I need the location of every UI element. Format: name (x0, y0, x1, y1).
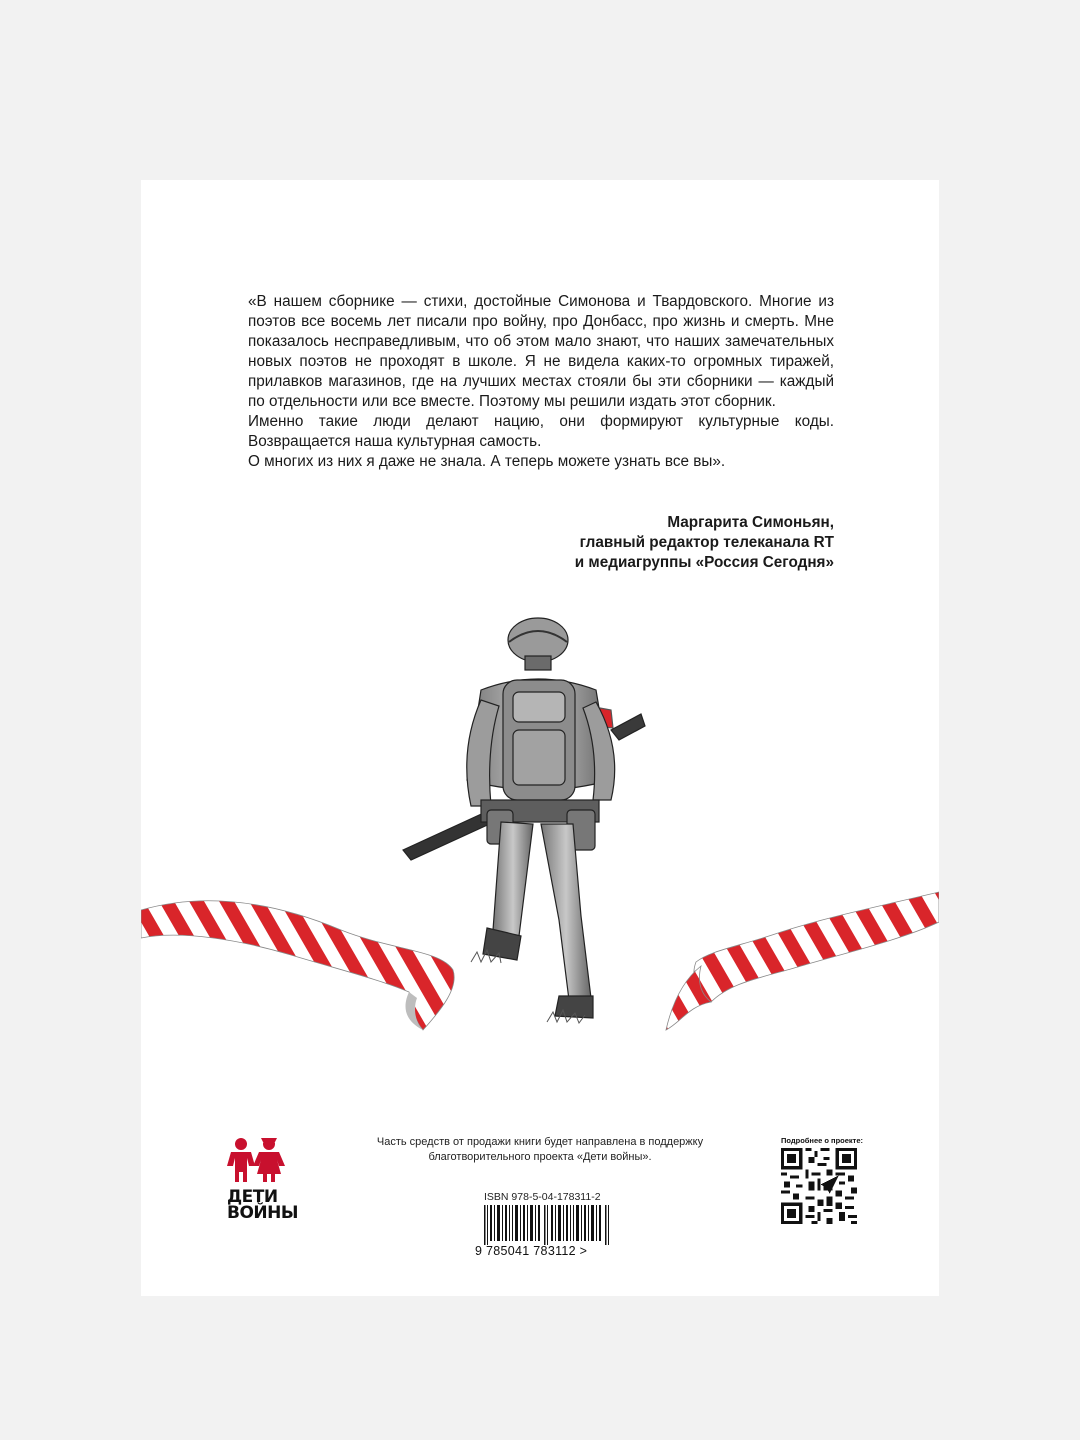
logo-text-line-1: ДЕТИ (227, 1187, 278, 1207)
isbn-number: ISBN 978-5-04-178311-2 (484, 1191, 601, 1203)
qr-code[interactable] (781, 1148, 857, 1224)
logo-text (227, 1189, 297, 1221)
quote-block (248, 292, 834, 472)
author-name: Маргарита Симоньян, (667, 514, 834, 531)
left-ribbon (141, 901, 454, 1030)
barcode (484, 1205, 612, 1245)
qr-label: Подробнее о проекте: (781, 1136, 864, 1145)
quote-paragraph-2: Именно такие люди делают нацию, они формируют культурные коды. Возвращается наша культурная самость. (248, 413, 834, 450)
quote-paragraph-1: «В нашем сборнике — стихи, достойные Симонова и Твардовского. Многие из поэтов все восемь лет писали про войну, про Донбасс, про жизнь и смерть. Мне показалось несправедливым, что об этом мало знают, что наших замечательных новых поэтов не проходят в школе. Я не видела каких-то огромных тиражей, прилавков магазинов, где на лучших местах стояли бы эти сборники — каждый по отдельности или все вместе. Поэтому мы решили издать этот сборник. (248, 293, 834, 410)
quote-author (575, 513, 834, 573)
book-back-cover (141, 180, 939, 1296)
barcode-digits: 9 785041 783112 > (475, 1244, 588, 1258)
soldier-illustration (141, 610, 939, 1130)
logo-text-line-2: ВОЙНЫ (227, 1203, 298, 1223)
charity-note: Часть средств от продажи книги будет направлена в поддержку благотворительного проекта «Дети войны». (376, 1136, 704, 1163)
author-title-line-1: главный редактор телеканала RT (579, 534, 834, 551)
right-ribbon (666, 892, 939, 1030)
author-title-line-2: и медиагруппы «Россия Сегодня» (574, 554, 834, 571)
quote-paragraph-3: О многих из них я даже не знала. А теперь можете узнать все вы». (248, 453, 726, 470)
children-silhouette-icon (227, 1138, 285, 1182)
